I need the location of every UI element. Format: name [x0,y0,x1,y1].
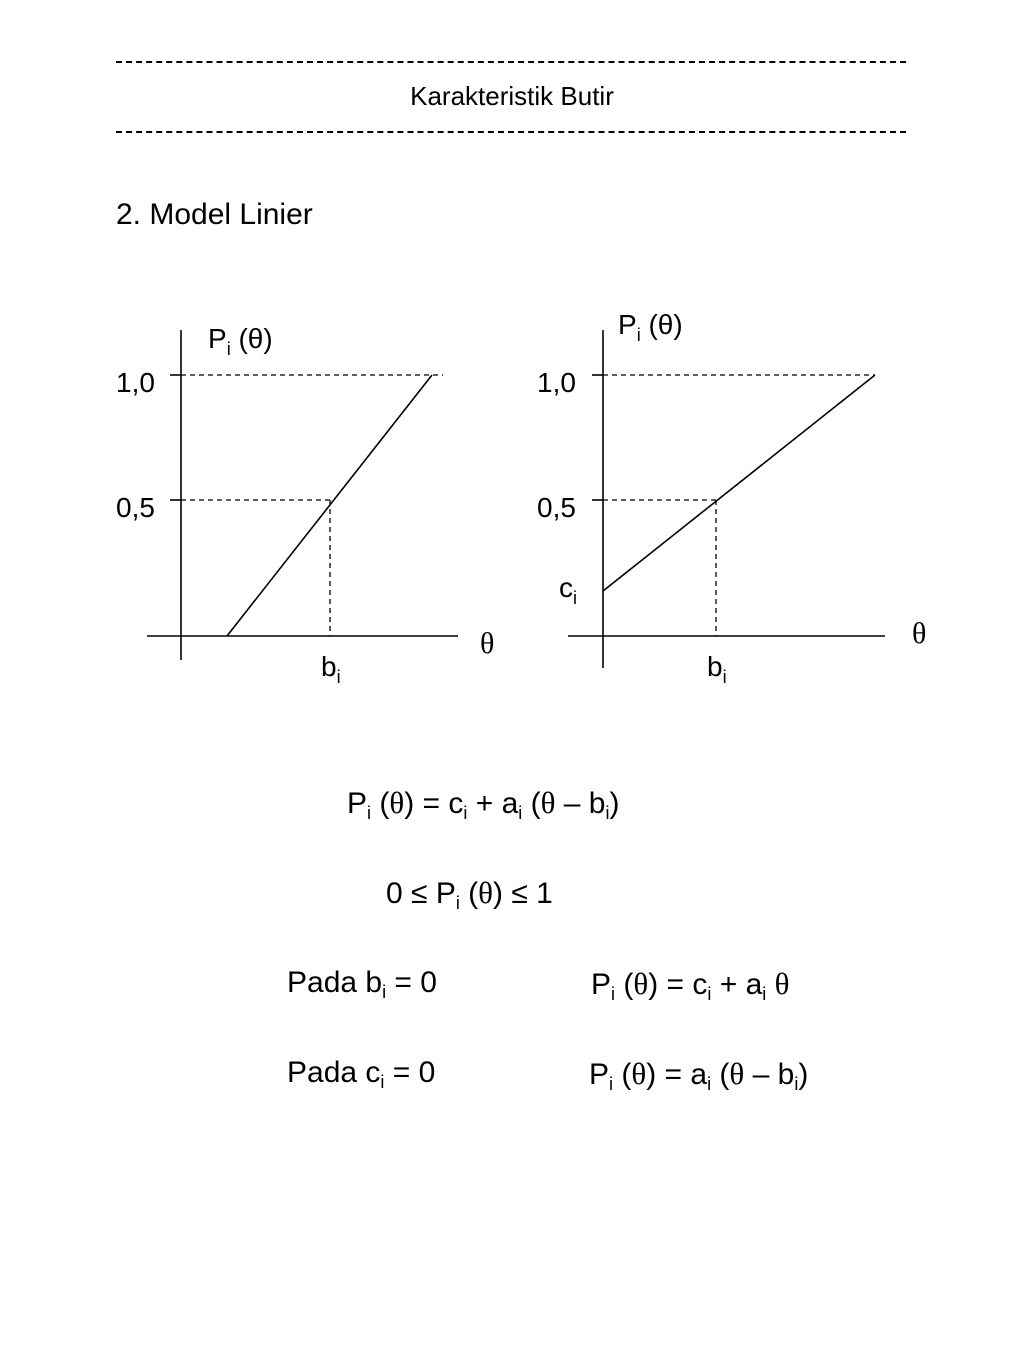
formula-part: P [589,1058,610,1091]
formula-part [766,968,774,1001]
theta-symbol: θ [774,966,790,1001]
formula-part: – b [555,787,606,820]
formula-part: ( [522,787,541,820]
formula-bounds [386,875,553,914]
formula-part: ( [615,968,634,1001]
subscript-i: i [367,803,372,823]
left-tick-label-half: 0,5 [116,492,155,523]
formula-part: P [591,968,612,1001]
left-graph [116,323,494,687]
formula-case2-condition [287,1056,435,1093]
subscript-i: i [382,982,387,1002]
formula-part: ) = a [646,1058,708,1091]
theta-symbol: θ [389,785,405,820]
formula-part: – b [744,1058,795,1091]
subscript-i: i [463,803,468,823]
subscript-i: i [518,803,523,823]
subscript-i: i [609,1074,614,1094]
theta-symbol: θ [729,1056,745,1091]
formula-case1-condition [287,966,437,1003]
subscript-i: i [455,893,460,913]
formula-part: ) [798,1058,809,1091]
left-y-label: $P_i$ (θ) [208,323,273,359]
formula-part: ) = c [648,968,708,1001]
subscript-i: i [707,1074,712,1094]
right-tick-label-half: 0,5 [537,492,576,523]
formula-part: = 0 [384,1056,436,1089]
subscript-i: i [380,1072,385,1092]
left-tick-label-1: 1,0 [116,367,155,398]
right-graph [537,309,926,687]
formula-part: = 0 [386,966,437,999]
left-icc-line [227,375,432,636]
theta-symbol: θ [540,785,556,820]
theta-symbol: θ [631,1056,647,1091]
formula-part: ) = c [404,787,464,820]
right-b-label: $b_i$ [707,651,727,687]
subscript-i: i [611,984,616,1004]
theta-symbol: θ [478,875,494,910]
formula-part: ( [459,877,479,910]
subscript-i: i [794,1074,799,1094]
right-y-label: $P_i$ (θ) [618,309,683,345]
formula-part: ( [371,787,390,820]
formula-part: + a [711,968,763,1001]
right-x-label: θ [912,617,927,650]
formula-part: ( [711,1058,730,1091]
formula-part: ( [613,1058,632,1091]
formula-case1-result [591,966,789,1005]
formula-part: ) [609,787,620,820]
header-title: Karakteristik Butir [410,81,614,111]
subscript-i: i [762,984,767,1004]
subscript-i: i [707,984,712,1004]
formula-part: + a [467,787,519,820]
right-tick-label-1: 1,0 [537,367,576,398]
formula-part: ) ≤ 1 [493,877,553,910]
right-c-label: $c_i$ [559,572,577,608]
formula-part: 0 ≤ P [386,877,456,910]
formula-part: Pada b [287,966,383,999]
formula-part: Pada c [287,1056,381,1089]
right-icc-line [603,375,875,591]
left-b-label: $b_i$ [321,651,341,687]
theta-symbol: θ [633,966,649,1001]
formula-part: P [347,787,368,820]
formula-main [347,785,620,824]
formula-case2-result [589,1056,808,1095]
left-x-label: θ [480,627,495,660]
section-title: 2. Model Linier [116,198,313,231]
subscript-i: i [605,803,610,823]
